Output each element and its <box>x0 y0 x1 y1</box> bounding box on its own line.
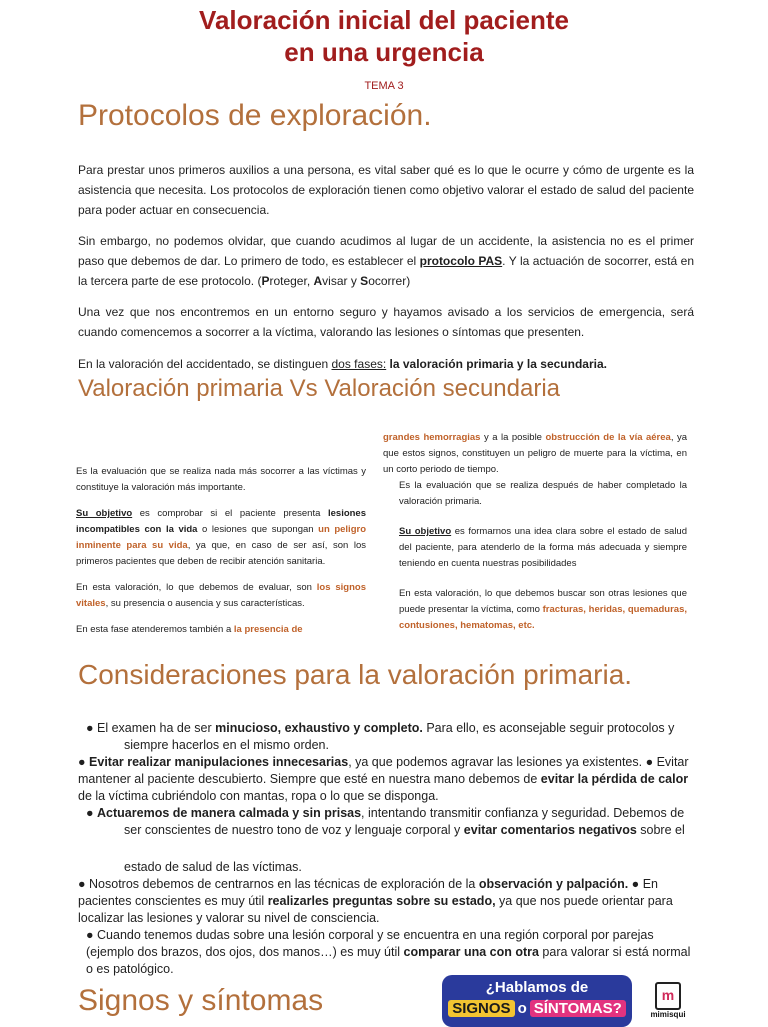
badge-line-1: ¿Hablamos de <box>485 979 589 996</box>
heading-signos-sintomas: Signos y síntomas <box>78 984 324 1017</box>
mimisqui-logo <box>646 982 690 1020</box>
page-title <box>0 4 768 68</box>
primaria-objetivo: Su objetivo es comprobar si el paciente presenta lesiones incompatibles con la vida o lesiones que supongan un peligro inminente para su vida, ya que, en caso de ser así, son los primeros pacientes que deben de recibir atención sanitaria. <box>76 508 367 567</box>
primaria-signos-vitales: En esta valoración, lo que debemos de evaluar, son los signos vitales, su presencia o ausencia y sus características. <box>76 582 366 609</box>
primaria-fase: En esta fase atenderemos también a la presencia de <box>76 624 303 635</box>
heading-protocolos: Protocolos de exploración. <box>78 99 432 132</box>
bullet-examen: ● El examen ha de ser minucioso, exhaustivo y completo. Para ello, es aconsejable seguir protocolos y siempre hacerlos en el mismo orden. <box>86 721 675 752</box>
title-line-1: Valoración inicial del paciente <box>199 5 569 35</box>
hablamos-badge <box>442 975 632 1027</box>
paragraph-intro: Para prestar unos primeros auxilios a una persona, es vital saber qué es lo que le ocurre y cómo de urgente es la asistencia que necesita. Los protocolos de exploración tienen como objetivo valorar el estado de salud del paciente para poder actuar en consecuencia. <box>78 163 694 217</box>
bullet-observacion: ● Nosotros debemos de centrarnos en las técnicas de exploración de la observación y palpación. ● En pacientes conscientes es muy útil realizarles preguntas sobre su estado, ya que nos puede orientar para localizar las lesiones y valorar su nivel de consciencia. <box>78 877 673 925</box>
primaria-hemorragias: grandes hemorragias y a la posible obstrucción de la vía aérea, ya que estos signos, constituyen un peligro de muerte para la víctima, en un corto periodo de tiempo. <box>383 432 687 475</box>
paragraph-fases: En la valoración del accidentado, se distinguen dos fases: la valoración primaria y la secundaria. <box>78 357 607 371</box>
secundaria-lesiones: En esta valoración, lo que debemos buscar son otras lesiones que puede presentar la víctima, como fracturas, heridas, quemaduras, contusiones, hematomas, etc. <box>399 588 687 631</box>
primaria-definicion: Es la evaluación que se realiza nada más socorrer a las víctimas y constituye la valoración más importante. <box>76 466 366 493</box>
logo-icon: m <box>655 982 681 1010</box>
paragraph-pas: Sin embargo, no podemos olvidar, que cuando acudimos al lugar de un accidente, la asistencia no es el primer paso que debemos de dar. Lo primero de todo, es establecer el protocolo PAS. Y la actuación de socorrer, está en la tercera parte de ese protocolo. (Proteger, Avisar y Socorrer) <box>78 234 694 288</box>
bullet-manipulaciones: ● Evitar realizar manipulaciones innecesarias, ya que podemos agravar las lesiones ya existentes. ● Evitar mantener al paciente descubierto. Siempre que esté en nuestra mano debemos de evitar la pérdida de calor de la víctima cubriéndolo con mantas, ropa o lo que se disponga. <box>78 755 689 803</box>
bullet-calmada: ● Actuaremos de manera calmada y sin prisas, intentando transmitir confianza y seguridad. Debemos de ser conscientes de nuestro tono de voz y lenguaje corporal y evitar comentarios negativos sobre el estado de salud de las víctimas. <box>86 806 685 874</box>
heading-consideraciones: Consideraciones para la valoración primaria. <box>78 659 633 690</box>
secundaria-objetivo: Su objetivo es formarnos una idea clara sobre el estado de salud del paciente, para atenderlo de la forma más adecuada y siempre teniendo en cuenta nuestras posibilidades <box>399 526 687 569</box>
secundaria-definicion: Es la evaluación que se realiza después de haber completado la valoración primaria. <box>399 480 687 507</box>
tema-label: TEMA 3 <box>364 80 404 92</box>
logo-name: mimisqui <box>650 1010 686 1019</box>
title-line-2: en una urgencia <box>284 37 484 67</box>
bullet-comparar: ● Cuando tenemos dudas sobre una lesión corporal y se encuentra en una región corporal por parejas (ejemplo dos brazos, dos ojos, dos manos…) es muy útil comparar una con otra para valorar si está normal o es patológico. <box>86 928 691 976</box>
column-primaria <box>76 464 366 638</box>
heading-valoracion-vs: Valoración primaria Vs Valoración secundaria <box>78 375 561 402</box>
protocolo-pas-link: protocolo PAS <box>419 254 503 268</box>
paragraph-socorrer: Una vez que nos encontremos en un entorno seguro y hayamos avisado a los servicios de emergencia, será cuando comencemos a socorrer a la víctima, valorando las lesiones o síntomas que presenten. <box>78 305 694 339</box>
badge-line-2: SIGNOS o SÍNTOMAS? <box>442 998 632 1020</box>
bullet-list-consideraciones <box>78 720 698 978</box>
column-secundaria <box>383 430 687 634</box>
